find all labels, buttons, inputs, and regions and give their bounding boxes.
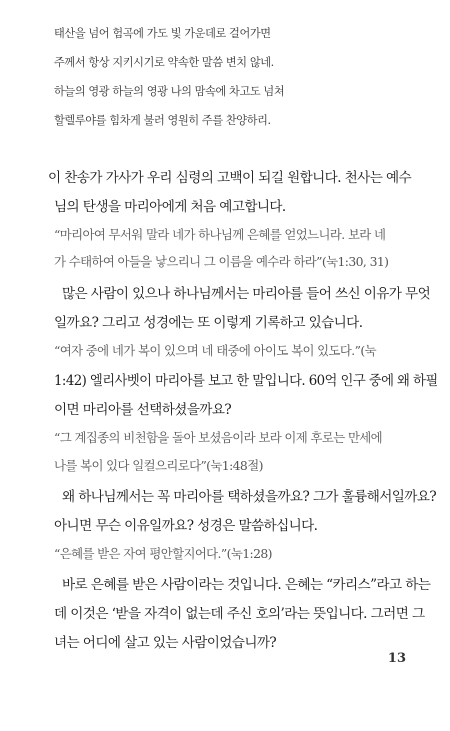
paragraph-line: 바로 은혜를 받은 사람이라는 것입니다. 은혜는 “카리스”라고 하는 bbox=[62, 577, 431, 593]
scripture-quote-line: 나를 복이 있다 일컬으리로다”(눅1:48절) bbox=[54, 458, 263, 473]
paragraph-line: 왜 하나님께서는 꼭 마리아를 택하셨을까요? 그가 훌륭해서일까요? bbox=[62, 489, 437, 505]
hymn-line: 태산을 넘어 험곡에 가도 빛 가운데로 걸어가면 bbox=[54, 27, 271, 40]
hymn-line: 주께서 항상 지키시기로 약속한 말씀 변치 않네. bbox=[54, 56, 274, 69]
paragraph-line: 일까요? 그리고 성경에는 또 이렇게 기록하고 있습니다. bbox=[54, 315, 363, 331]
paragraph-line: 님의 탄생을 마리아에게 처음 예고합니다. bbox=[54, 199, 286, 215]
paragraph-line: 이 찬송가 가사가 우리 심령의 고백이 되길 원합니다. 천사는 예수 bbox=[48, 170, 412, 186]
paragraph-line: 1:42) 엘리사벳이 마리아를 보고 한 말입니다. 60억 인구 중에 왜 하필 bbox=[54, 373, 438, 389]
paragraph-line: 많은 사람이 있으나 하나님께서는 마리아를 들어 쓰신 이유가 무엇 bbox=[62, 286, 431, 302]
scripture-quote-line: 가 수태하여 아들을 낳으리니 그 이름을 예수라 하라”(눅1:30, 31) bbox=[54, 254, 389, 269]
paragraph-line: 녀는 어디에 살고 있는 사람이었습니까? bbox=[54, 635, 277, 651]
scripture-quote-line: “마리아여 무서워 말라 네가 하나님께 은혜를 얻었느니라. 보라 네 bbox=[54, 227, 386, 242]
paragraph-line: 데 이것은 ‘받을 자격이 없는데 주신 호의’라는 뜻입니다. 그러면 그 bbox=[54, 606, 425, 622]
paragraph-line: 아니면 무슨 이유일까요? 성경은 말씀하십니다. bbox=[54, 518, 318, 534]
scripture-quote-line: “은혜를 받은 자여 평안할지어다.”(눅1:28) bbox=[54, 546, 272, 561]
paragraph-line: 이면 마리아를 선택하셨을까요? bbox=[54, 402, 232, 418]
scripture-quote-line: “여자 중에 네가 복이 있으며 네 태중에 아이도 복이 있도다.”(눅 bbox=[54, 343, 376, 358]
hymn-line: 할렐루야를 힘차게 불러 영원히 주를 찬양하리. bbox=[54, 114, 271, 127]
hymn-line: 하늘의 영광 하늘의 영광 나의 맘속에 차고도 넘쳐 bbox=[54, 85, 285, 98]
scripture-quote-line: “그 계집종의 비천함을 돌아 보셨음이라 보라 이제 후로는 만세에 bbox=[54, 430, 383, 445]
page-number: 13 bbox=[387, 651, 406, 666]
